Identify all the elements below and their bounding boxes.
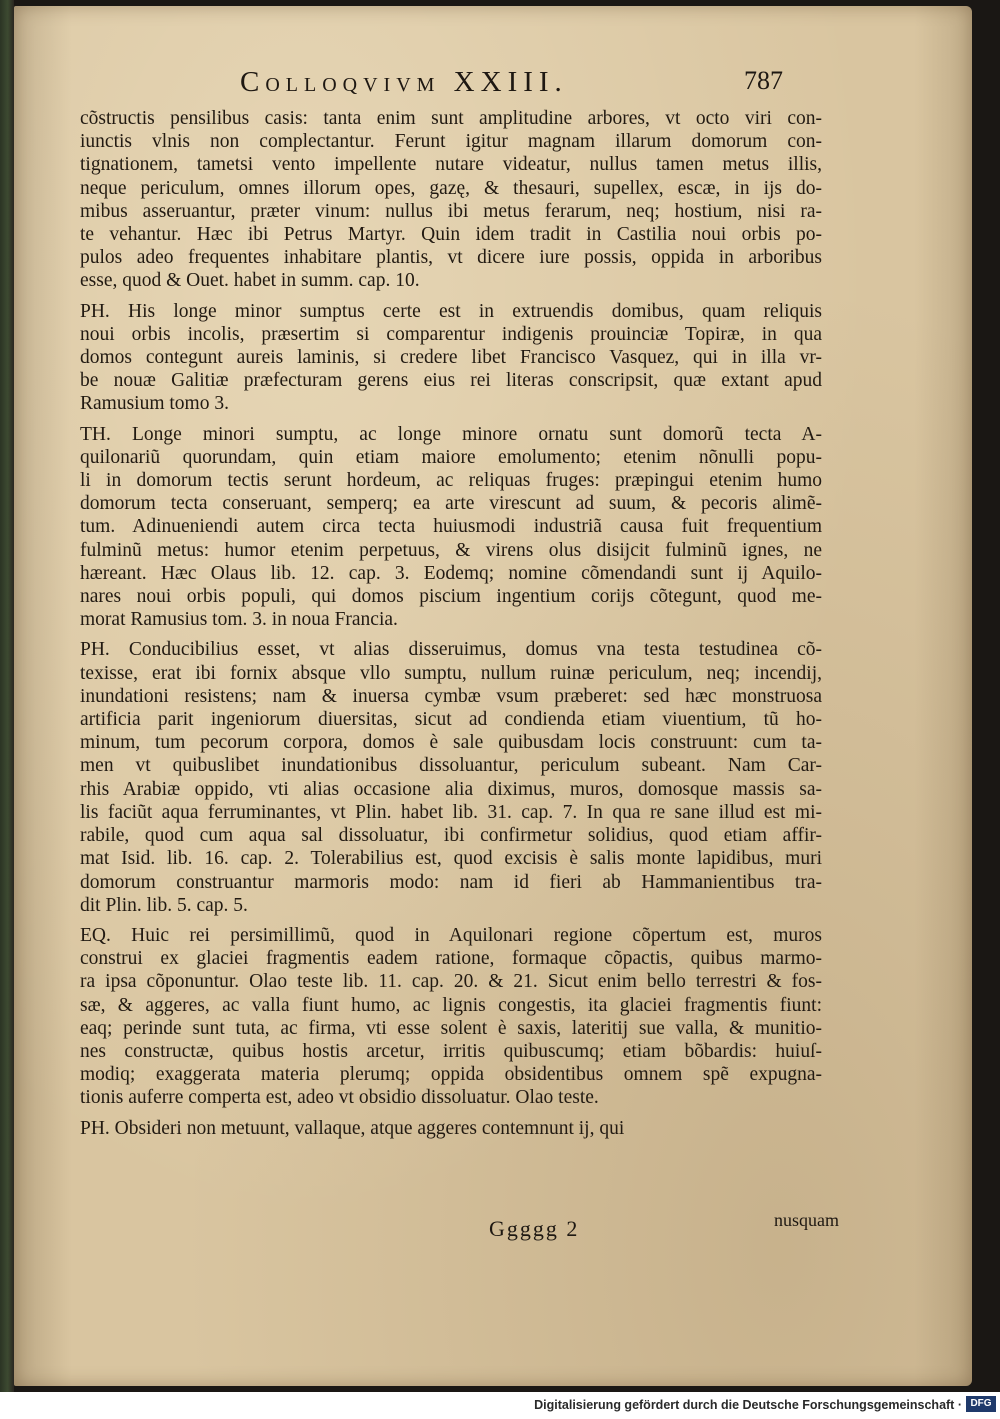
- paragraph: [80, 300, 822, 416]
- main-text: [80, 107, 822, 1147]
- text-line: fulminũ metus: humor etenim perpetuus, & virens olus disijcit fulminũ ignes, ne: [80, 539, 822, 561]
- text-line: mat Isid. lib. 16. cap. 2. Tolerabilius est, quod excisis è salis monte lapidibus, muri: [80, 848, 822, 870]
- text-line: nes constructæ, quibus hostis arcetur, irritis quibuscumq; etiam bõbardis: huiuſ-: [80, 1040, 822, 1062]
- paragraph: [80, 107, 822, 293]
- text-line: construi ex glaciei fragmentis eadem ratione, formaque cõpactis, quibus marmo-: [80, 948, 822, 970]
- signature-mark: Ggggg 2: [489, 1216, 580, 1241]
- text-line: li in domorum tectis serunt hordeum, ac reliquas fruges: præpingui etenim humo: [80, 470, 822, 492]
- page-header: [14, 66, 972, 102]
- text-line: artificia parit ingeniorum diuersitas, sicut ad condienda etiam viuentium, tũ ho-: [80, 709, 822, 731]
- text-line: PH. His longe minor sumptus certe est in extruendis domibus, quam reliquis: [80, 300, 822, 322]
- text-line: sæ, & aggeres, ac valla fiunt humo, ac lignis congestis, ita glaciei fragmentis fiunt:: [80, 994, 822, 1016]
- text-line: domos contegunt aureis laminis, si credere libet Francisco Vasquez, qui in illa vr-: [80, 347, 822, 369]
- paragraph: [80, 1117, 822, 1140]
- paragraph: [80, 924, 822, 1110]
- text-line: morat Ramusius tom. 3. in noua Francia.: [80, 609, 398, 631]
- text-line: tum. Adinueniendi autem circa tecta huiusmodi industriã causa fuit frequentium: [80, 516, 822, 538]
- sponsor-text: Digitalisierung gefördert durch die Deutsche Forschungsgemeinschaft ·: [534, 1398, 962, 1412]
- text-line: inundationi resistens; nam & inuersa cymbæ vsum præberet: sed hæc monstruosa: [80, 685, 822, 707]
- text-line: minum, tum pecorum corpora, domos è sale quibusdam locis construunt: cum ta-: [80, 732, 822, 754]
- text-line: Ramusium tomo 3.: [80, 393, 229, 415]
- text-line: modiq; exaggerata materia plerumq; oppida obsidentibus omnem spẽ expugna-: [80, 1064, 822, 1086]
- sponsor-bar: [0, 1392, 1000, 1419]
- text-line: noui orbis incolis, præsertim si comparentur indigenis prouinciæ Topiræ, in qua: [80, 323, 822, 345]
- paragraph: [80, 638, 822, 916]
- text-line: te vehantur. Hæc ibi Petrus Martyr. Quin idem tradit in Castilia noui orbis po-: [80, 224, 822, 246]
- text-line: esse, quod & Ouet. habet in summ. cap. 10.: [80, 270, 420, 292]
- catchword: nusquam: [774, 1210, 839, 1230]
- text-line: texisse, erat ibi fornix absque vllo sumptu, nullum ruinæ periculum, neq; incendij,: [80, 662, 822, 684]
- text-line: ra ipsa cõponuntur. Olao teste lib. 11. cap. 20. & 21. Sicut enim bello terrestri & fos-: [80, 971, 822, 993]
- text-line: domorum tecta conseruant, semperq; ea arte virescunt ad suum, & pecoris alimẽ-: [80, 493, 822, 515]
- text-line: iunctis vlnis non complectantur. Ferunt igitur magnam illarum domorum con-: [80, 131, 822, 153]
- running-title: Colloqvivm XXIII.: [240, 66, 568, 98]
- text-line: hæreant. Hæc Olaus lib. 12. cap. 3. Eodemq; nomine cõmendandi sunt ij Aquilo-: [80, 562, 822, 584]
- text-line: pulos adeo frequentes inhabitare plantis, vt dicere iure possis, oppida in arboribus: [80, 247, 822, 269]
- text-line: domorum construantur marmoris modo: nam id fieri ab Hammanientibus tra-: [80, 871, 822, 893]
- text-line: eaq; perinde sunt tuta, ac firma, vti esse solent è saxis, lateritij sue valla, & munitio-: [80, 1017, 822, 1039]
- page-number: 787: [744, 66, 783, 95]
- text-line: TH. Longe minori sumptu, ac longe minore ornatu sunt domorũ tecta A-: [80, 423, 822, 445]
- text-line: be nouæ Galitiæ præfecturam gerens eius rei literas conscripsit, quæ extant apud: [80, 370, 822, 392]
- text-line: dit Plin. lib. 5. cap. 5.: [80, 894, 248, 916]
- text-line: tionis auferre comperta est, adeo vt obsidio dissoluatur. Olao teste.: [80, 1087, 599, 1109]
- dfg-logo-icon: DFG: [966, 1396, 996, 1412]
- book-binding-edge: [0, 0, 14, 1392]
- text-line: PH. Obsideri non metuunt, vallaque, atque aggeres contemnunt ij, qui: [80, 1117, 625, 1139]
- text-line: cõstructis pensilibus casis: tanta enim sunt amplitudine arbores, vt octo viri con-: [80, 108, 822, 129]
- text-line: rhis Arabiæ oppido, vti alias occasione alia diximus, muros, domosque massis sa-: [80, 778, 822, 800]
- text-line: nares noui orbis populi, qui domos piscium ingentium corijs cõtegunt, quod me-: [80, 586, 822, 608]
- text-line: mibus asseruantur, præter vinum: nullus ibi metus ferarum, neq; hostium, nisi ra-: [80, 200, 822, 222]
- paragraph: [80, 423, 822, 632]
- page-footer: [14, 1210, 972, 1246]
- text-line: rabile, quod cum aqua sal dissoluatur, ibi confirmetur solidius, quod etiam affir-: [80, 825, 822, 847]
- text-line: neque periculum, omnes illorum opes, gazę, & thesauri, supellex, escæ, in ijs do-: [80, 177, 822, 199]
- text-line: lis faciũt aqua ferruminantes, vt Plin. habet lib. 31. cap. 7. In qua re sane illud est mi-: [80, 801, 822, 823]
- text-line: men vt quibuslibet inundationibus dissoluantur, periculum subeant. Nam Car-: [80, 755, 822, 777]
- text-line: tignationem, tametsi vento impellente nutare videatur, nullus tamen metus illis,: [80, 154, 822, 176]
- text-line: quilonariũ quorundam, quin etiam maiore emolumento; etenim nõnulli popu-: [80, 446, 822, 468]
- text-line: EQ. Huic rei persimillimũ, quod in Aquilonari regione cõpertum est, muros: [80, 924, 822, 946]
- text-line: PH. Conducibilius esset, vt alias disseruimus, domus vna testa testudinea cõ-: [80, 639, 822, 661]
